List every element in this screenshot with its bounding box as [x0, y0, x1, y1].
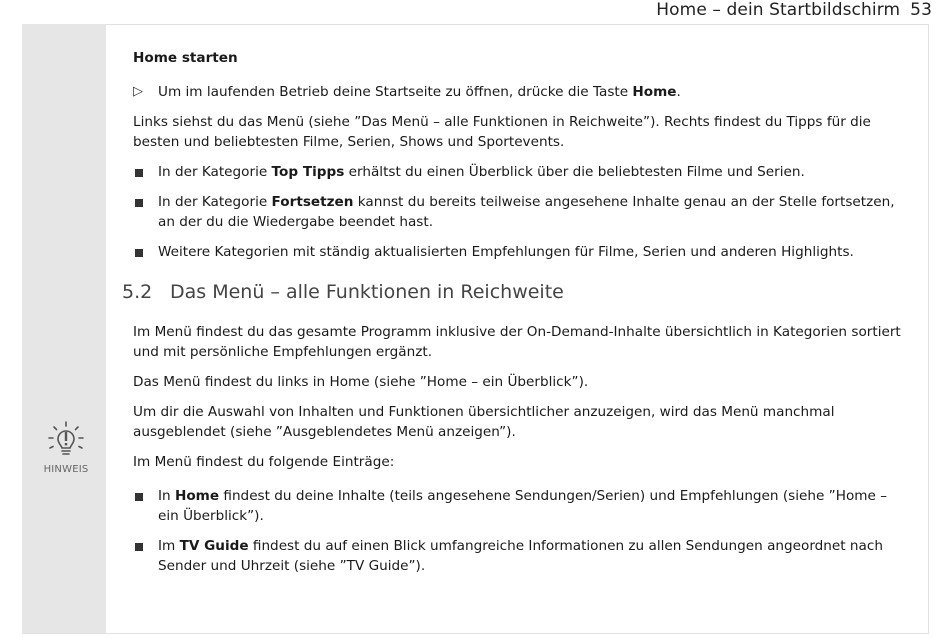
bullet-square-icon	[135, 199, 143, 207]
page-header	[656, 0, 932, 20]
margin-sidebar	[22, 24, 106, 633]
paragraph: Im Menü findest du das gesamte Programm inklusive der On-Demand-Inhalte übersichtlich in Kategorien sortiert und mit persönliche Empfehlungen ergänzt.	[133, 324, 901, 360]
bullet-text: erhältst du einen Überblick über die beliebtesten Filme und Serien.	[344, 164, 805, 180]
page-number: 53	[910, 0, 932, 20]
paragraph: Im Menü findest du folgende Einträge:	[133, 454, 395, 470]
hint-label: HINWEIS	[43, 464, 89, 475]
bullet-bold: Home	[174, 488, 220, 504]
section-title: Das Menü – alle Funktionen in Reichweite	[170, 281, 564, 303]
bullet-text: findest du deine Inhalte (teils angesehene Sendungen/Serien) und Empfehlungen (siehe ”Home – ein Überblick”).	[158, 488, 887, 524]
hint-callout	[40, 420, 92, 475]
step-arrow-icon: ▷	[133, 84, 143, 99]
lightbulb-exclamation-icon	[45, 420, 87, 462]
instruction-step	[133, 82, 908, 102]
bullet-text: In	[158, 488, 175, 504]
step-text-pre: Um im laufenden Betrieb deine Startseite zu öffnen, drücke die Taste	[158, 84, 633, 100]
bullet-text: kannst du bereits teilweise angesehene Inhalte genau an der Stelle fortsetzen, an der du die Wiedergabe beendet hast.	[158, 194, 895, 230]
list-item	[133, 486, 908, 526]
bullet-bold: Fortsetzen	[271, 194, 354, 210]
main-content	[122, 48, 908, 586]
bullet-square-icon	[135, 493, 143, 501]
list-item	[133, 242, 908, 262]
bullet-bold: TV Guide	[179, 538, 249, 554]
paragraph: Um dir die Auswahl von Inhalten und Funktionen übersichtlicher anzuzeigen, wird das Menü manchmal ausgeblendet (siehe ”Ausgeblendetes Menü anzeigen”).	[133, 404, 835, 440]
bullet-square-icon	[135, 543, 143, 551]
bullet-text: In der Kategorie	[158, 194, 272, 210]
header-title: Home – dein Startbildschirm	[656, 0, 901, 20]
subheading: Home starten	[133, 50, 238, 66]
bullet-text: findest du auf einen Blick umfangreiche Informationen zu allen Sendungen angeordnet nach Sender und Uhrzeit (siehe ”TV Guide”).	[158, 538, 883, 574]
bullet-bold: Top Tipps	[271, 164, 345, 180]
bullet-square-icon	[135, 249, 143, 257]
list-item	[133, 192, 908, 232]
section-heading	[122, 280, 908, 304]
intro-paragraph: Links siehst du das Menü (siehe ”Das Menü – alle Funktionen in Reichweite”). Rechts findest du Tipps für die besten und beliebtesten Filme, Serien, Shows und Sportevents.	[133, 114, 871, 150]
section-number: 5.2	[122, 281, 153, 303]
bullet-text: Im	[158, 538, 180, 554]
bullet-square-icon	[135, 169, 143, 177]
list-item	[133, 162, 908, 182]
paragraph: Das Menü findest du links in Home (siehe ”Home – ein Überblick”).	[133, 374, 589, 390]
bullet-text: Weitere Kategorien mit ständig aktualisierten Empfehlungen für Filme, Serien und anderen Highlights.	[158, 244, 854, 260]
step-text-post: .	[676, 84, 681, 100]
list-item	[133, 536, 908, 576]
bullet-text: In der Kategorie	[158, 164, 272, 180]
step-key: Home	[632, 84, 677, 100]
